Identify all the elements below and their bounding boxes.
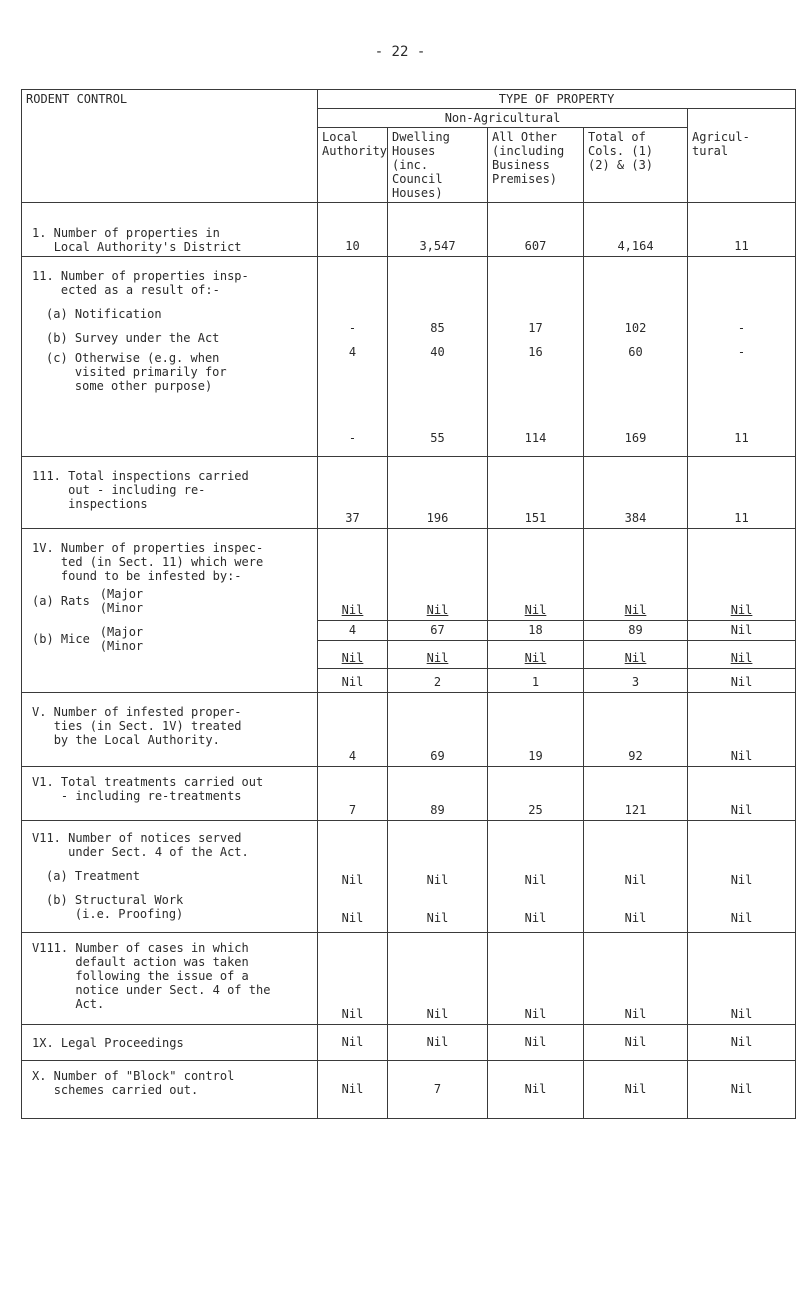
mice-label-group [32, 625, 313, 653]
row-label-text: V11. Number of notices served under Sect. 4 of the Act. [32, 831, 249, 859]
row-label-text: 111. Total inspections carried out - including re- inspections [32, 469, 249, 511]
cell: Nil [688, 767, 796, 821]
table-title: RODENT CONTROL [22, 90, 318, 203]
row-label [22, 821, 318, 933]
cell: 18 [488, 621, 584, 641]
cell: 114 [524, 431, 547, 445]
cell: 16 [528, 345, 543, 359]
cell: Nil [524, 873, 547, 887]
header-row-1 [22, 90, 796, 109]
table-row [22, 203, 796, 257]
cell: Nil [488, 641, 584, 669]
row-sublabel: (a) Treatment [46, 869, 140, 883]
cell: 17 [528, 321, 543, 335]
cell: 4 [318, 693, 388, 767]
type-of-property-header: TYPE OF PROPERTY [318, 90, 796, 109]
cell: 67 [388, 621, 488, 641]
cell: 384 [584, 457, 688, 529]
row-label [22, 457, 318, 529]
cell: Nil [688, 621, 796, 641]
row-sublabel: (a) Notification [46, 307, 162, 321]
cell: - [737, 321, 746, 335]
cell: Nil [426, 873, 449, 887]
col-head-local-authority [318, 128, 388, 203]
cell-group [388, 821, 488, 933]
row-label [22, 693, 318, 767]
col-head-text: Total of Cols. (1) (2) & (3) [588, 130, 654, 172]
row-label [22, 203, 318, 257]
cell: 3 [584, 669, 688, 693]
cell: 10 [318, 203, 388, 257]
table-row [22, 529, 796, 621]
row-label [22, 529, 318, 693]
rats-label: (a) Rats [32, 594, 90, 608]
mice-sublabels [100, 625, 143, 653]
cell: Nil [488, 1061, 584, 1119]
cell: 89 [388, 767, 488, 821]
cell: 11 [734, 431, 749, 445]
cell: Nil [688, 1061, 796, 1119]
table-row [22, 693, 796, 767]
row-label [22, 933, 318, 1025]
cell: Nil [318, 1061, 388, 1119]
row-label-text: 1X. Legal Proceedings [32, 1035, 184, 1050]
table-row [22, 821, 796, 933]
cell: Nil [488, 1025, 584, 1061]
cell-group [318, 257, 388, 457]
cell: 40 [430, 345, 445, 359]
cell-group [488, 821, 584, 933]
major-label: (Major [99, 587, 144, 601]
non-agricultural-header: Non-Agricultural [318, 109, 688, 128]
cell: Nil [730, 911, 753, 925]
col-head-all-other [488, 128, 584, 203]
cell: 151 [488, 457, 584, 529]
cell: Nil [584, 1061, 688, 1119]
cell: Nil [584, 933, 688, 1025]
cell: Nil [584, 529, 688, 621]
minor-label: (Minor [99, 639, 144, 653]
cell: 11 [688, 457, 796, 529]
cell: Nil [318, 1025, 388, 1061]
cell: Nil [688, 669, 796, 693]
cell: 55 [430, 431, 445, 445]
cell: 69 [388, 693, 488, 767]
rats-label-group [32, 587, 313, 615]
cell: Nil [388, 529, 488, 621]
row-label-text: X. Number of "Block" control schemes carried out. [32, 1069, 235, 1097]
cell: 89 [584, 621, 688, 641]
major-label: (Major [99, 625, 144, 639]
cell: Nil [318, 641, 388, 669]
table-row [22, 457, 796, 529]
cell: 11 [688, 203, 796, 257]
col-head-total [584, 128, 688, 203]
cell: 92 [584, 693, 688, 767]
row-label [22, 767, 318, 821]
cell: 7 [388, 1061, 488, 1119]
cell: 85 [430, 321, 445, 335]
row-sublabel: (c) Otherwise (e.g. when visited primarily for some other purpose) [46, 351, 227, 393]
table-row [22, 257, 796, 457]
row-label [22, 1025, 318, 1061]
cell: Nil [688, 529, 796, 621]
cell: Nil [488, 529, 584, 621]
cell: Nil [624, 911, 647, 925]
cell: 7 [318, 767, 388, 821]
minor-label: (Minor [99, 601, 144, 615]
col-head-agricultural [688, 128, 796, 203]
row-label-text: V1. Total treatments carried out - including re-treatments [32, 775, 264, 803]
cell: 607 [488, 203, 584, 257]
cell: Nil [688, 641, 796, 669]
cell: Nil [388, 641, 488, 669]
cell: 37 [318, 457, 388, 529]
row-label [22, 1061, 318, 1119]
cell: 169 [624, 431, 647, 445]
col-head-text: Agricul- tural [692, 129, 750, 158]
cell: Nil [524, 911, 547, 925]
cell: - [737, 345, 746, 359]
cell: - [348, 431, 357, 445]
cell-group [688, 257, 796, 457]
rats-sublabels [100, 587, 143, 615]
cell: 4 [318, 621, 388, 641]
cell: 19 [488, 693, 584, 767]
rodent-control-table [21, 89, 796, 1119]
table-row [22, 1025, 796, 1061]
cell-group [584, 257, 688, 457]
table-row [22, 1061, 796, 1119]
row-label-text: V111. Number of cases in which default action was taken following the issue of a notice under Sect. 4 of the Act. [32, 941, 271, 1011]
row-label-text: 1. Number of properties in Local Authority's District [32, 226, 242, 254]
cell: Nil [318, 669, 388, 693]
cell: Nil [341, 873, 364, 887]
cell-group [388, 257, 488, 457]
cell: 121 [584, 767, 688, 821]
mice-label: (b) Mice [32, 632, 90, 646]
col-head-text: Dwelling Houses (inc. Council Houses) [392, 130, 450, 200]
row-sublabel: (b) Structural Work (i.e. Proofing) [46, 893, 184, 921]
cell: Nil [688, 693, 796, 767]
cell-group [488, 257, 584, 457]
cell: 1 [488, 669, 584, 693]
cell: Nil [688, 1025, 796, 1061]
cell: Nil [341, 911, 364, 925]
cell: Nil [688, 933, 796, 1025]
cell: Nil [388, 933, 488, 1025]
cell: Nil [584, 641, 688, 669]
col-head-text: All Other (including Business Premises) [492, 130, 565, 186]
table-row [22, 767, 796, 821]
cell: 102 [624, 321, 647, 335]
cell-group [318, 821, 388, 933]
cell-group [688, 821, 796, 933]
cell: - [348, 321, 357, 335]
cell: 4 [348, 345, 357, 359]
row-label-text: V. Number of infested proper- ties (in Sect. 1V) treated by the Local Authority. [32, 705, 242, 747]
cell-group [584, 821, 688, 933]
cell: Nil [318, 529, 388, 621]
row-sublabel: (b) Survey under the Act [46, 331, 220, 345]
cell: 25 [488, 767, 584, 821]
page-number: - 22 - [374, 44, 426, 60]
cell: Nil [426, 911, 449, 925]
cell: 60 [628, 345, 643, 359]
cell: 4,164 [584, 203, 688, 257]
cell: Nil [730, 873, 753, 887]
cell: Nil [624, 873, 647, 887]
row-label [22, 257, 318, 457]
col-head-dwelling-houses [388, 128, 488, 203]
cell: 3,547 [388, 203, 488, 257]
cell: 196 [388, 457, 488, 529]
cell: Nil [388, 1025, 488, 1061]
table-row [22, 933, 796, 1025]
cell: Nil [584, 1025, 688, 1061]
cell: Nil [318, 933, 388, 1025]
cell: 2 [388, 669, 488, 693]
row-label-text: 11. Number of properties insp- ected as a result of:- [32, 269, 249, 297]
agricultural-header-spacer [688, 109, 796, 128]
col-head-text: Local Authority [322, 130, 388, 158]
row-label-text: 1V. Number of properties inspec- ted (in Sect. 11) which were found to be infested by:- [32, 541, 264, 583]
cell: Nil [488, 933, 584, 1025]
